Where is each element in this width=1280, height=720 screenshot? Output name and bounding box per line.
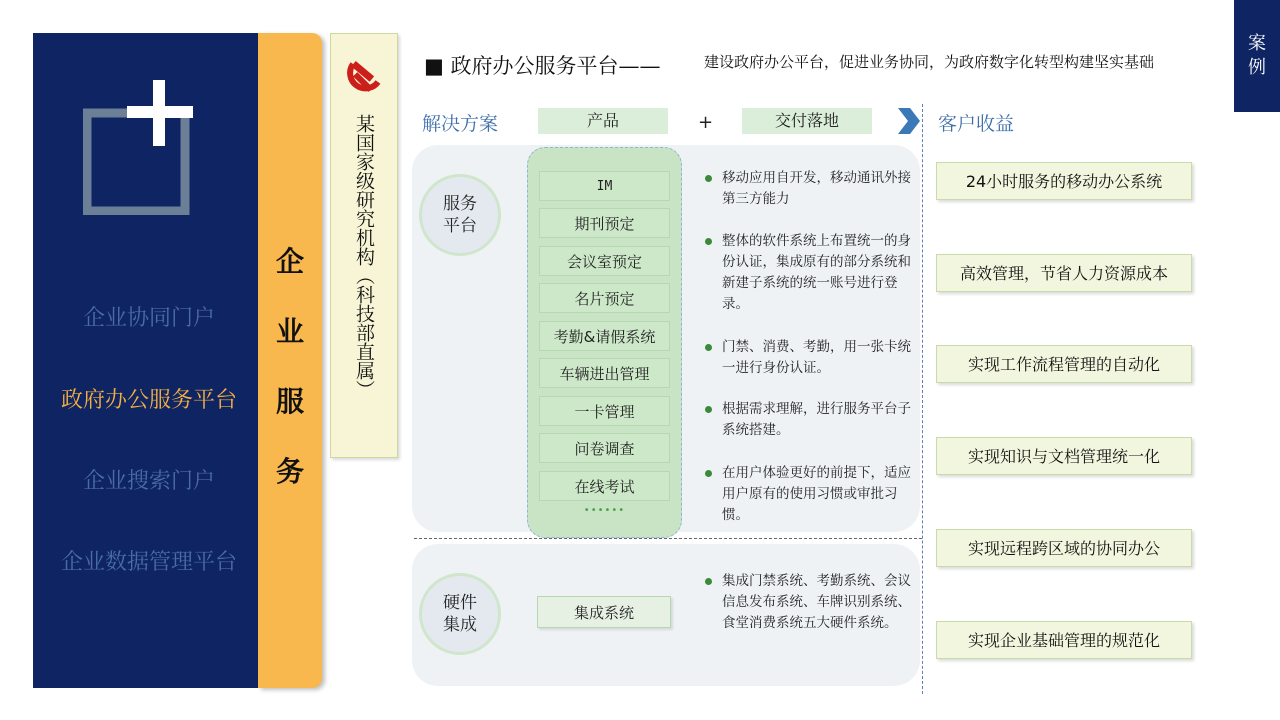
integration-system-button[interactable]: 集成系统 xyxy=(537,596,671,628)
delivery-bullet: 在用户体验更好的前提下，适应用户原有的使用习惯或审批习惯。 xyxy=(710,463,916,526)
client-name: 某国家级研究机构（科技部直属） xyxy=(353,114,375,399)
bullet-dot-icon xyxy=(705,578,712,585)
hammer-sickle-icon xyxy=(343,54,385,96)
delivery-pill: 交付落地 xyxy=(742,108,872,134)
benefit-item: 实现工作流程管理的自动化 xyxy=(936,345,1192,383)
benefits-label: 客户收益 xyxy=(938,113,1015,135)
solution-label: 解决方案 xyxy=(422,113,499,135)
bullet-dot-icon xyxy=(705,175,712,182)
enterprise-service-tab xyxy=(258,33,322,688)
tab-char: 务 xyxy=(275,455,304,488)
benefit-item: 24小时服务的移动办公系统 xyxy=(936,162,1192,200)
product-item-survey[interactable]: 问卷调查 xyxy=(539,433,670,463)
delivery-bullet: 门禁、消费、考勤，用一张卡统一进行身份认证。 xyxy=(710,337,916,379)
product-pill: 产品 xyxy=(538,108,668,134)
product-item-vehicle[interactable]: 车辆进出管理 xyxy=(539,358,670,388)
nav-item-search-portal[interactable]: 企业搜索门户 xyxy=(82,469,215,494)
plus-sign: + xyxy=(698,112,714,133)
solution-nav-panel xyxy=(33,33,265,688)
tab-char: 业 xyxy=(275,315,304,348)
hardware-integration-circle: 硬件集成 xyxy=(419,573,501,655)
nav-item-data-management-platform[interactable]: 企业数据管理平台 xyxy=(60,550,237,575)
tab-char: 服 xyxy=(275,385,304,418)
product-item-attendance[interactable]: 考勤&请假系统 xyxy=(539,321,670,351)
page-title: ■ 政府办公服务平台—— xyxy=(424,54,661,78)
delivery-bullet: 集成门禁系统、考勤系统、会议信息发布系统、车牌识别系统、食堂消费系统五大硬件系统。 xyxy=(710,571,916,634)
divider-horizontal xyxy=(414,538,922,539)
bullet-dot-icon xyxy=(705,344,712,351)
bullet-dot-icon xyxy=(705,470,712,477)
product-item-business-card[interactable]: 名片预定 xyxy=(539,283,670,313)
benefit-item: 实现知识与文档管理统一化 xyxy=(936,437,1192,475)
divider-vertical xyxy=(922,104,923,694)
more-indicator: •••••• xyxy=(583,505,626,516)
delivery-bullet: 整体的软件系统上布置统一的身份认证，集成原有的部分系统和新建子系统的统一账号进行登录。 xyxy=(710,231,916,315)
chevron-right-icon xyxy=(896,106,922,136)
tab-char: 企 xyxy=(275,245,304,278)
client-card xyxy=(330,33,398,458)
case-badge: 案例 xyxy=(1234,0,1280,112)
product-item-im[interactable]: IM xyxy=(539,171,670,201)
nav-item-gov-office-platform[interactable]: 政府办公服务平台 xyxy=(60,388,237,413)
product-item-one-card[interactable]: 一卡管理 xyxy=(539,396,670,426)
bullet-dot-icon xyxy=(705,238,712,245)
bullet-dot-icon xyxy=(705,406,712,413)
delivery-bullet: 根据需求理解，进行服务平台子系统搭建。 xyxy=(710,399,916,441)
service-platform-circle: 服务平台 xyxy=(419,174,501,256)
product-item-meeting-room[interactable]: 会议室预定 xyxy=(539,246,670,276)
benefit-item: 实现远程跨区域的协同办公 xyxy=(936,529,1192,567)
nav-item-collaboration-portal[interactable]: 企业协同门户 xyxy=(82,306,215,331)
product-item-exam[interactable]: 在线考试 xyxy=(539,471,670,501)
delivery-bullet: 移动应用自开发，移动通讯外接第三方能力 xyxy=(710,168,916,210)
benefit-item: 实现企业基础管理的规范化 xyxy=(936,621,1192,659)
square-plus-icon xyxy=(83,80,218,215)
page-subtitle: 建设政府办公平台，促进业务协同，为政府数字化转型构建坚实基础 xyxy=(704,53,1155,71)
benefit-item: 高效管理，节省人力资源成本 xyxy=(936,254,1192,292)
product-item-journal[interactable]: 期刊预定 xyxy=(539,208,670,238)
